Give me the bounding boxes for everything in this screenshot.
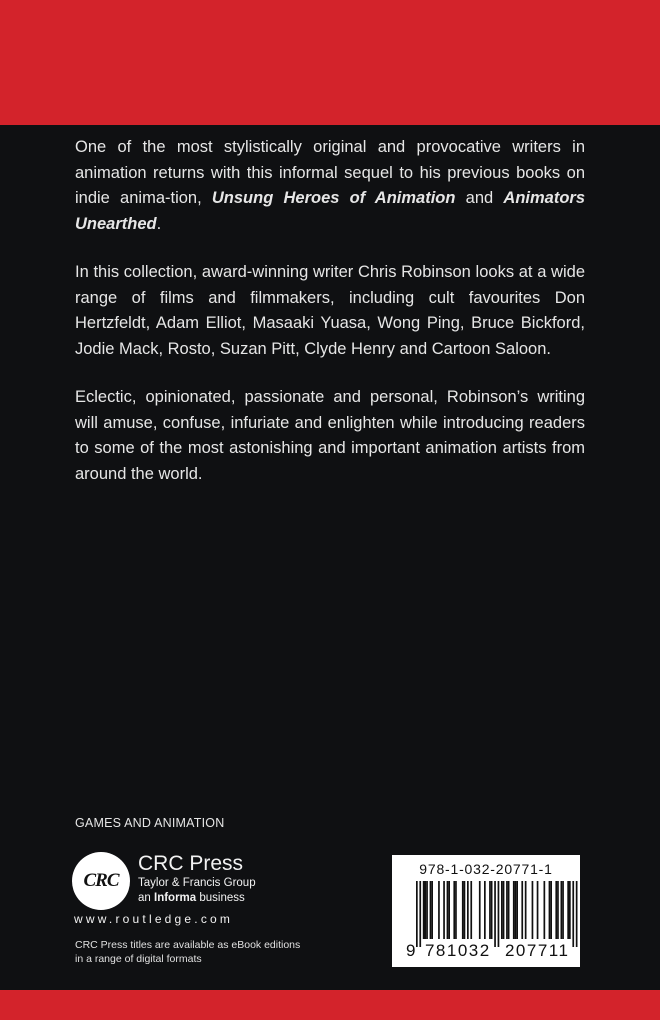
- ebook-note-line-1: CRC Press titles are available as eBook editions: [75, 939, 301, 951]
- barcode-bar: [562, 881, 564, 939]
- barcode-bar: [576, 881, 578, 947]
- barcode-digit-group-1: 781032: [424, 941, 491, 960]
- ebook-note: [75, 938, 335, 966]
- barcode-bar: [430, 881, 432, 939]
- ebook-note-line-2: in a range of digital formats: [75, 953, 202, 965]
- barcode-bar: [567, 881, 569, 939]
- publisher-website: www.routledge.com: [74, 912, 234, 926]
- publisher-business: [138, 891, 256, 906]
- barcode-bar: [503, 881, 505, 939]
- barcode-bar: [426, 881, 428, 939]
- publisher-group: Taylor & Francis Group: [138, 877, 256, 889]
- barcode-bar: [443, 881, 445, 939]
- barcode-bar: [555, 881, 557, 939]
- barcode-bar: [448, 881, 450, 939]
- blurb-paragraph-3: Eclectic, opinionated, passionate and personal, Robinson’s writing will amuse, confuse, infuriate and enlighten while introducing readers to some of the most astonishing and important animation artists from around the world.: [75, 388, 585, 483]
- barcode-bar: [544, 881, 546, 939]
- barcode-bar: [464, 881, 466, 939]
- blurb-p1-text: One of the most stylistically original and provocative writers in animation returns with this informal sequel to his previous books on indie anima-tion,: [75, 138, 585, 207]
- barcode-bar: [453, 881, 455, 939]
- barcode-digit-group-2: 207711: [504, 941, 570, 960]
- barcode-bar: [498, 881, 500, 947]
- informa-wordmark: Informa: [154, 892, 197, 904]
- isbn-barcode: [392, 855, 580, 967]
- barcode-bar: [470, 881, 472, 939]
- barcode-lead-digit: 9: [406, 941, 417, 960]
- publisher-block: [138, 852, 256, 906]
- barcode-bar: [572, 881, 574, 947]
- barcode-bar: [549, 881, 551, 939]
- barcode-bar: [419, 881, 421, 947]
- category-label: GAMES AND ANIMATION: [75, 816, 225, 830]
- barcode-bar: [516, 881, 518, 939]
- business-prefix: an: [138, 892, 154, 904]
- barcode-bar: [467, 881, 469, 939]
- barcode-bar: [513, 881, 515, 939]
- barcode-bar: [501, 881, 503, 939]
- barcode-bar: [455, 881, 457, 939]
- barcode-bar: [423, 881, 425, 939]
- book-title-unsung-heroes: Unsung Heroes of Animation: [211, 189, 456, 207]
- barcode-bar: [506, 881, 508, 939]
- back-cover-blurb: [75, 135, 585, 510]
- barcode-bar: [550, 881, 552, 939]
- barcode-bar: [431, 881, 433, 939]
- barcode-digits: [406, 941, 576, 961]
- crc-logo-text: CRC: [83, 870, 119, 891]
- barcode-bar: [491, 881, 493, 939]
- barcode-bar: [569, 881, 571, 939]
- crc-logo: [72, 852, 130, 910]
- barcode-bar: [515, 881, 517, 939]
- publisher-name: CRC Press: [138, 852, 244, 875]
- barcode-bar: [532, 881, 534, 939]
- barcode-bar: [537, 881, 539, 939]
- barcode-bar: [489, 881, 491, 939]
- barcode-bar: [484, 881, 486, 939]
- barcode-bar: [416, 881, 418, 947]
- blurb-paragraph-2: In this collection, award-winning writer Chris Robinson looks at a wide range of films and filmmakers, including cult favourites Don Hertzfeldt, Adam Elliot, Masaaki Yuasa, Wong Ping, Bruce Bickford, Jodie Mack, Rosto, Suzan Pitt, Clyde Henry and Cartoon Saloon.: [75, 263, 585, 358]
- barcode-bar: [561, 881, 563, 939]
- barcode-bar: [521, 881, 523, 939]
- blurb-paragraph-1: [75, 135, 585, 237]
- barcode-bar: [525, 881, 527, 939]
- barcode-bar: [494, 881, 496, 947]
- barcode-bar: [508, 881, 510, 939]
- bottom-red-band: [0, 990, 660, 1020]
- barcode-bar: [447, 881, 449, 939]
- barcode-bar: [479, 881, 481, 939]
- barcode-bar: [462, 881, 464, 939]
- top-red-band: [0, 0, 660, 125]
- isbn-text: 978-1-032-20771-1: [419, 861, 553, 877]
- barcode-bar: [557, 881, 559, 939]
- barcode-bar: [425, 881, 427, 939]
- business-suffix: business: [196, 892, 245, 904]
- book-title-animators-unearthed: Animators Unearthed: [75, 189, 586, 233]
- blurb-p1-and: and: [455, 189, 504, 207]
- barcode-bar: [438, 881, 440, 939]
- blurb-p1-end: .: [156, 214, 162, 233]
